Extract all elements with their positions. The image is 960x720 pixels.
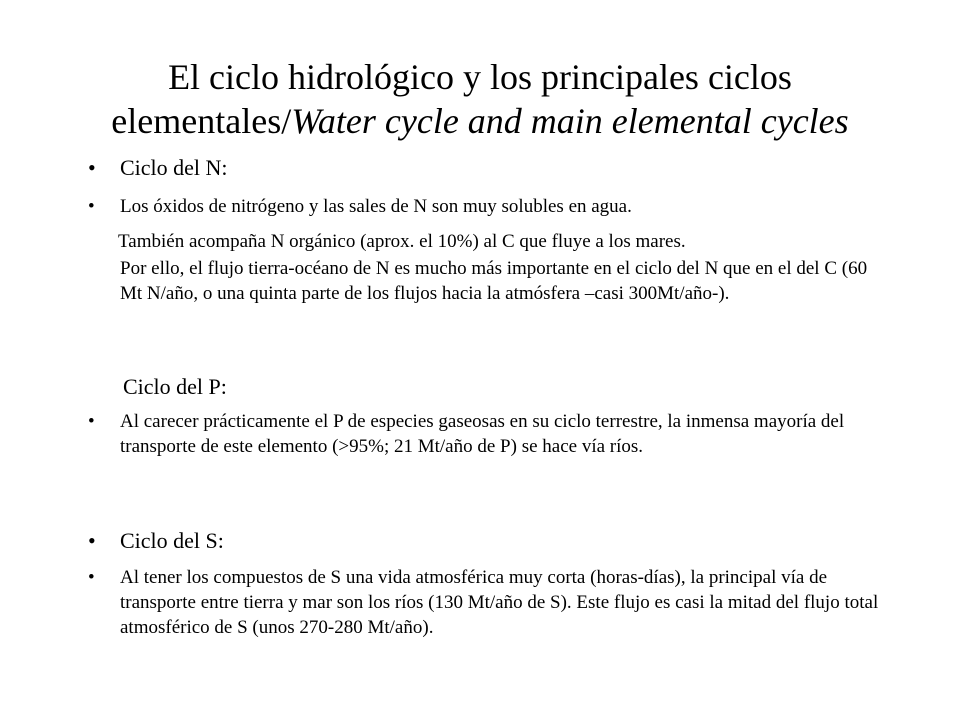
p-cycle-text: Al carecer prácticamente el P de especies gaseosas en su ciclo terrestre, la inmensa mayoría del transporte de este elemento (>95%; 21 Mt/año de P) se hace vía ríos. [120, 411, 845, 457]
s-cycle-heading: Ciclo del S: [120, 528, 224, 553]
bullet-icon: • [88, 155, 96, 180]
n-cycle-heading: Ciclo del N: [120, 155, 228, 180]
title-spanish: El ciclo hidrológico y los principales ciclos elementales/ [111, 57, 792, 141]
bullet-icon: • [88, 196, 95, 217]
n-cycle-text-2: También acompaña N orgánico (aprox. el 10%) al C que fluye a los mares. [118, 231, 686, 252]
p-cycle-heading: Ciclo del P: [123, 374, 227, 399]
slide-title [80, 55, 880, 143]
s-cycle-text: Al tener los compuestos de S una vida atmosférica muy corta (horas-días), la principal vía de transporte entre tierra y mar son los ríos (130 Mt/año de S). Este flujo es casi la mitad del flujo total atmosférico de S (unos 270-280 Mt/año). [120, 567, 879, 638]
bullet-icon: • [88, 528, 96, 553]
n-cycle-text-3 [118, 256, 878, 306]
n-cycle-text-3-content: Por ello, el flujo tierra-océano de N es mucho más importante en el ciclo del N que en el del C (60 Mt N/año, o una quinta parte de los flujos hacia la atmósfera –casi 300Mt/año-). [120, 258, 868, 304]
title-english: Water cycle and main elemental cycles [291, 101, 849, 141]
bullet-icon: • [88, 567, 95, 588]
n-cycle-text-1: Los óxidos de nitrógeno y las sales de N son muy solubles en agua. [120, 196, 632, 217]
bullet-icon: • [88, 411, 95, 432]
